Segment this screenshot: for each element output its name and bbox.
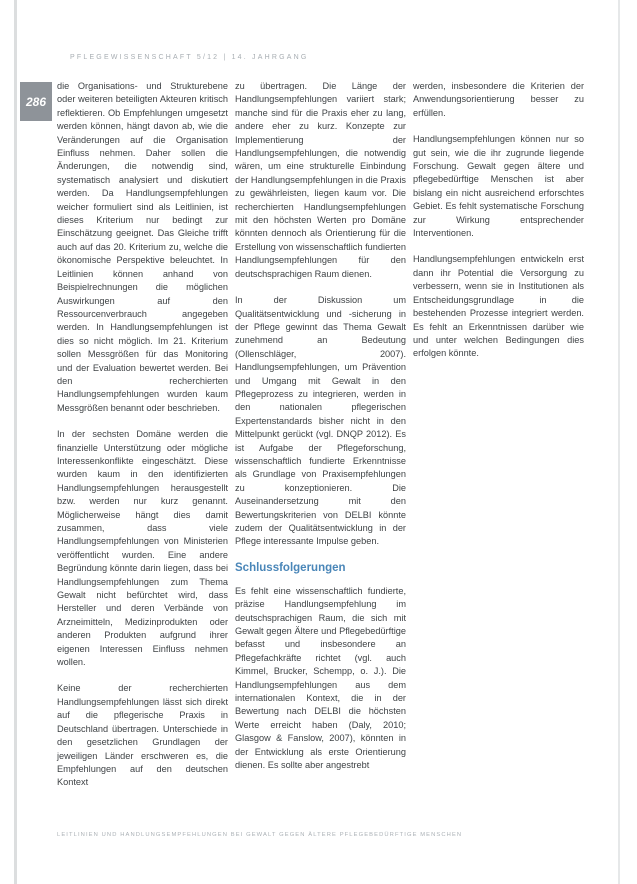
paragraph: werden, insbesondere die Kriterien der Anwendungsorientierung besser zu erfüllen.	[413, 81, 584, 118]
paragraph: Es fehlt eine wissenschaftlich fundierte, präzise Handlungsempfehlung im deutschsprachigen Raum, die sich mit Gewalt gegen Ältere und Pflegebedürftige befasst und insbesondere an Pflegefachkräfte richtet (vgl. auch Kimmel, Brucker, Schempp, o. J.). Die Handlungsempfehlungen aus dem internationalen Kontext, die in der Bewertung nach DELBI die höchsten Werte erreicht haben (Daly, 2010; Glasgow & Fanslow, 2007), könnten in der Entwicklung als erste Orientierung dienen. Es sollte aber angestrebt	[235, 585, 406, 771]
left-margin-rule	[14, 0, 17, 884]
paragraph: Keine der recherchierten Handlungsempfehlungen lässt sich direkt auf die pflegerische Praxis in Deutschland übertragen. Unterschiede in den gesetzlichen Grundlagen der jeweiligen Länder erschweren es, die Empfehlungen auf den deutschen Kontext	[57, 683, 228, 788]
paragraph: zu übertragen. Die Länge der Handlungsempfehlungen variiert stark; manche sind für die Praxis eher zu lang, andere eher zu kurz. Konzepte zur Implementierung der Handlungsempfehlungen, die notwendig wären, um eine strukturelle Einbindung der Handlungsempfehlungen in die Praxis zu gewährleisten, liegen kaum vor. Die recherchierten Handlungsempfehlungen mit den höchsten Werten pro Domäne könnten dennoch als Orientierung für die Erstellung von wissenschaftlich fundierten Handlungsempfehlungen für den deutschsprachigen Raum dienen.	[235, 81, 406, 279]
paragraph: Handlungsempfehlungen entwickeln erst dann ihr Potential die Versorgung zu verbessern, wenn sie in Institutionen als Entscheidungsgrundlage in die bestehenden Prozesse integriert werden. Es fehlt an Erkenntnissen darüber wie und unter welchen Bedingungen dies erfolgen könnte.	[413, 254, 584, 359]
page-number: 286	[25, 94, 47, 109]
section-heading-schlussfolgerungen: Schlussfolgerungen	[235, 561, 346, 574]
right-margin-rule	[618, 0, 620, 884]
article-body	[57, 80, 584, 803]
paragraph: In der Diskussion um Qualitätsentwicklung und -sicherung in der Pflege gewinnt das Thema Gewalt zunehmend an Bedeutung (Ollenschläger, 2007). Handlungsempfehlungen, um Prävention und Umgang mit Gewalt in den Pflegeprozess zu integrieren, werden in den nationalen pflegerischen Expertenstandards bisher nicht in den Mittelpunkt gerückt (vgl. DNQP 2012). Es ist Aufgabe der Pflegeforschung, wissenschaftlich fundierte Erkenntnisse als Grundlage von Praxisempfehlungen zu konzeptionieren. Die Auseinandersetzung mit den Bewertungskriterien von DELBI könnte zudem der Qualitätsentwicklung in der Pflege interessante Impulse geben.	[235, 295, 406, 547]
paragraph: die Organisations- und Strukturebene oder weiteren beteiligten Akteuren kritisch reflektieren. Ob Empfehlungen umgesetzt werden können, hängt davon ab, wie die Veränderungen auf die Organisation Einfluss nehmen. Daher sollen die Änderungen, die notwendig sind, systematisch analysiert und diskutiert werden. Da Handlungsempfehlungen weicher formuliert sind als Leitlinien, ist dieses Kriterium nur bedingt zur Einschätzung geeignet. Das Gleiche trifft auch auf das 20. Kriterium zu, welche die ökonomische Perspektive beleuchtet. In Leitlinien können anhand von Beispielrechnungen die möglichen Auswirkungen auf den Ressourcenverbrauch angegeben werden. In Handlungsempfehlungen ist dies so nicht möglich. Im 21. Kriterium sollen Messgrößen für das Monitoring und der Evaluation bewertet werden. Bei den recherchierten Handlungsempfehlungen wurden kaum Messgrößen benannt oder beschrieben.	[57, 81, 228, 413]
text-column-2	[235, 80, 406, 803]
paragraph: Handlungsempfehlungen können nur so gut sein, wie die ihr zugrunde liegende Forschung. Gewalt gegen ältere und pflegebedürftige Menschen ist aber bislang ein nicht ausreichend erforschtes Gebiet. Es fehlt systematische Forschung zur Wirkung entsprechender Interventionen.	[413, 134, 584, 239]
paragraph: In der sechsten Domäne werden die finanzielle Unterstützung oder mögliche Interessenkonflikte eingeschätzt. Diese wurden kaum in den identifizierten Handlungsempfehlungen herausgestellt bzw. werden nur kurz genannt. Möglicherweise hängt dies damit zusammen, dass viele Handlungsempfehlungen von Ministerien veröffentlicht wurden. Eine andere Begründung könnte darin liegen, dass bei Handlungsempfehlungen zum Thema Gewalt nicht befürchtet wird, dass Hersteller und deren Verbände von Arzneimitteln, Medizinprodukten oder anderen Produkten aufgrund ihrer eigenen Interessen Einfluss nehmen wollen.	[57, 429, 228, 668]
page-number-badge	[20, 82, 52, 121]
text-column-3	[413, 80, 584, 803]
running-footer: LEITLINIEN UND HANDLUNGSEMPFEHLUNGEN BEI GEWALT GEGEN ÄLTERE PFLEGEBEDÜRFTIGE MENSCHEN	[57, 832, 463, 838]
running-header: PFLEGEWISSENSCHAFT 5/12 | 14. JAHRGANG	[70, 54, 309, 61]
text-column-1	[57, 80, 228, 803]
